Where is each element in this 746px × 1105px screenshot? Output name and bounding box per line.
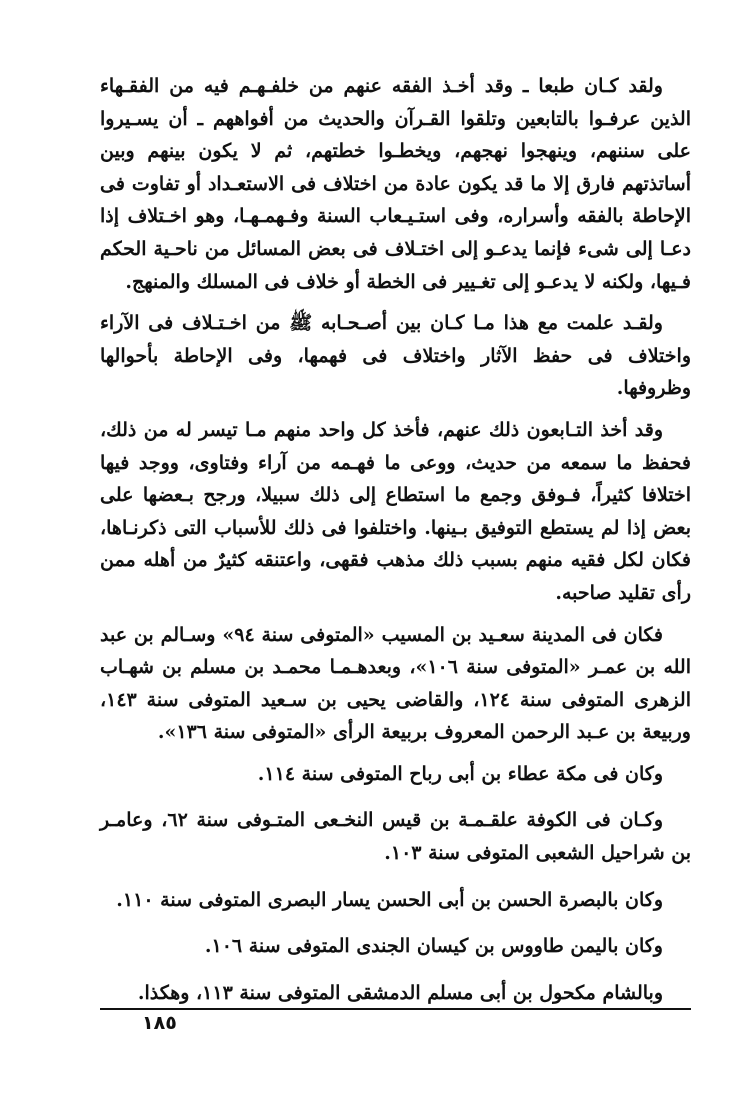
paragraph-8: وكان باليمن طاووس بن كيسان الجندى المتوفى سنة ١٠٦. (204, 935, 663, 958)
paragraph-1: ولقد كـان طبعا ـ وقد أخـذ الفقه عنهم من خلفـهـم فيه من الفقـهاء الذين عرفـوا بالتابعين وتلقوا القـرآن والحديث من أفواههم ـ أن يسـيروا على سننهم، وينهجوا نهجهم، ويخطـوا خطتهم، ثم لا يكون بينهم وبين أساتذتهم فارق إلا ما قد يكون عادة من اختلاف فى الاستعـداد أو تفاوت فى الإحاطة بالفقه وأسراره، وفى استـيـعاب السنة وفـهمـهـا، وهو اخـتلاف إذا دعـا إلى شىء فإنما يدعـو إلى اختـلاف فى بعض المسائل من ناحـية الحكم فـيها، ولكنه لا يدعـو إلى تغـيير فى الخطة أو خلاف فى المسلك والمنهج. (100, 75, 691, 293)
paragraph-9: وبالشام مكحول بن أبى مسلم الدمشقى المتوفى سنة ١١٣، وهكذا. (137, 981, 663, 1004)
paragraph-5: وكان فى مكة عطاء بن أبى رباح المتوفى سنة ١١٤. (257, 762, 663, 785)
footer-divider (100, 1008, 691, 1010)
paragraph-6: وكـان فى الكوفة علقـمـة بن قيس النخـعى المتـوفى سنة ٦٢، وعامـر بن شراحيل الشعبى المتوفى سنة ١٠٣. (100, 809, 691, 865)
page-number: ١٨٥ (142, 1012, 177, 1034)
paragraph-3: وقد أخذ التـابعون ذلك عنهم، فأخذ كل واحد منهم مـا تيسر له من ذلك، فحفظ ما سمعه من حديث، ووعى ما فهـمه من آراء وفتاوى، ووجد فيها اختلافا كثيراً، فـوفق وجمع ما استطاع إلى ذلك سبيلا، ورجح بـعضها على بعض إذا لم يستطع التوفيق بـينها. واختلفوا فى ذلك للأسباب التى ذكرنـاها، فكان لكل فقيه منهم بسبب ذلك مذهب فقهى، واعتنقه كثيرٌ من أهله ممن رأى تقليد صاحبه. (100, 418, 691, 604)
paragraph-2: ولقـد علمت مع هذا مـا كـان بين أصـحـابه ﷺ من اخـتـلاف فى الآراء واختلاف فى حفظ الآثار واختلاف فى فهمها، وفى الإحاطة بأحوالها وظروفها. (100, 312, 691, 400)
paragraph-4: فكان فى المدينة سعـيد بن المسيب «المتوفى سنة ٩٤» وسـالم بن عبد الله بن عمـر «المتوفى سنة ١٠٦»، وبعدهـمـا محمـد بن مسلم بن شهـاب الزهرى المتوفى سنة ١٢٤، والقاضى يحيى بن سـعيد المتوفى سنة ١٤٣، وربيعة بن عـبد الرحمن المعروف بربيعة الرأى «المتوفى سنة ١٣٦». (100, 623, 691, 744)
paragraph-7: وكان بالبصرة الحسن بن أبى الحسن يسار البصرى المتوفى سنة ١١٠. (116, 888, 663, 911)
body-text (100, 70, 691, 1023)
